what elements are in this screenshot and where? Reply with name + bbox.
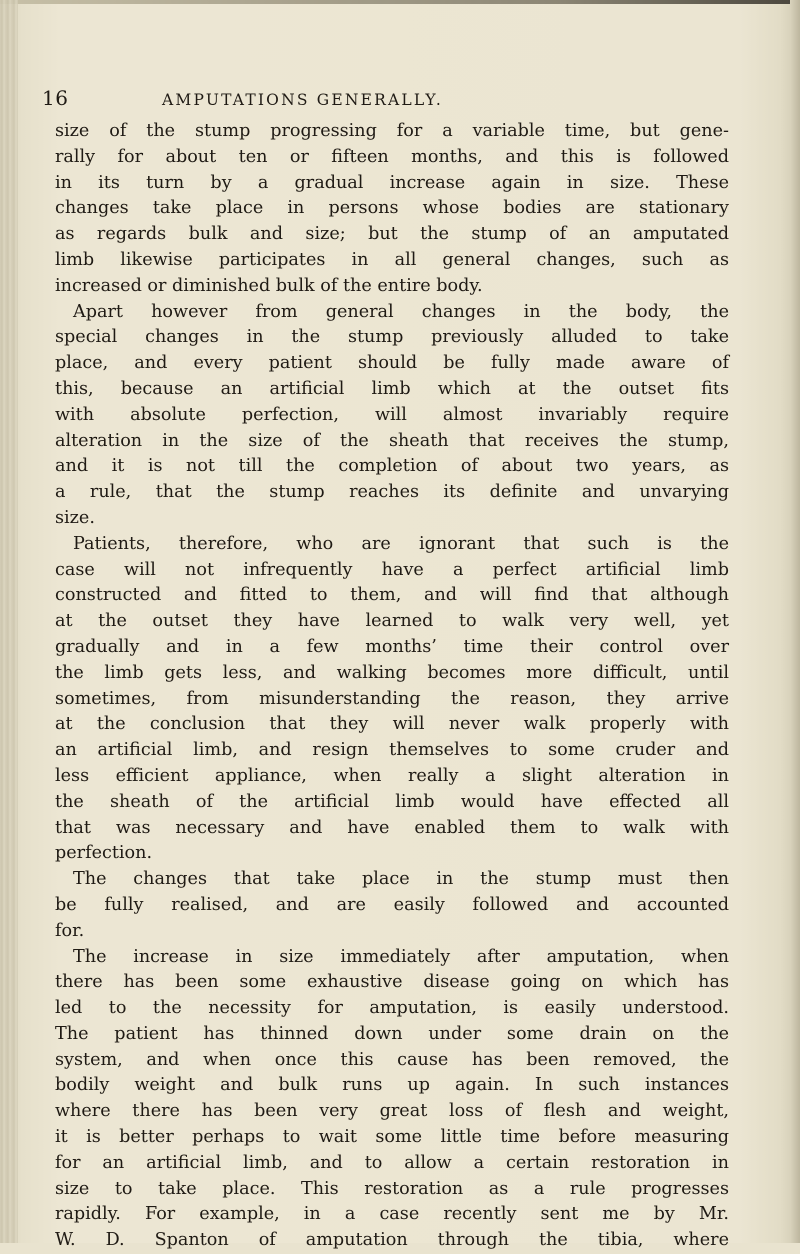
text-line: it is better perhaps to wait some little time before measuring — [55, 1127, 729, 1148]
text-line: Patients, therefore, who are ignorant that such is the — [73, 533, 729, 554]
text-line: this, because an artificial limb which at the outset fits — [55, 378, 729, 399]
text-line: that was necessary and have enabled them to walk with — [55, 817, 729, 838]
text-line: case will not infrequently have a perfect artificial limb — [55, 559, 729, 580]
text-line: The patient has thinned down under some drain on the — [55, 1023, 729, 1044]
text-line: alteration in the size of the sheath that receives the stump, — [55, 430, 729, 451]
text-line: size. — [55, 507, 95, 528]
text-line: in its turn by a gradual increase again in size. These — [55, 172, 729, 193]
text-line: bodily weight and bulk runs up again. In such instances — [55, 1075, 729, 1096]
text-line: be fully realised, and are easily followed and accounted — [55, 894, 729, 915]
running-head: AMPUTATIONS GENERALLY. — [162, 91, 443, 109]
text-line: less efficient appliance, when really a slight alteration in — [55, 765, 729, 786]
text-line: with absolute perfection, will almost invariably require — [55, 404, 729, 425]
page-number: 16 — [42, 86, 69, 110]
text-line: system, and when once this cause has been removed, the — [55, 1049, 729, 1070]
text-line: and it is not till the completion of about two years, as — [55, 456, 729, 477]
text-line: place, and every patient should be fully made aware of — [55, 353, 729, 374]
text-line: where there has been very great loss of flesh and weight, — [55, 1101, 729, 1122]
text-line: rally for about ten or fifteen months, and this is followed — [55, 146, 729, 167]
text-line: an artificial limb, and resign themselves to some cruder and — [55, 740, 729, 761]
text-line: special changes in the stump previously alluded to take — [55, 327, 729, 348]
text-line: a rule, that the stump reaches its definite and unvarying — [55, 482, 729, 503]
text-line: changes take place in persons whose bodies are stationary — [55, 198, 729, 219]
text-line: W. D. Spanton of amputation through the tibia, where — [55, 1230, 729, 1251]
text-line: for. — [55, 920, 85, 941]
text-line: the sheath of the artificial limb would have effected all — [55, 791, 729, 812]
text-line: perfection. — [55, 843, 153, 864]
text-line: The changes that take place in the stump must then — [73, 869, 729, 890]
text-line: The increase in size immediately after amputation, when — [73, 946, 729, 967]
text-line: as regards bulk and size; but the stump of an amputated — [55, 224, 729, 245]
binding-edge — [0, 0, 18, 1243]
text-line: there has been some exhaustive disease going on which has — [55, 972, 729, 993]
text-line: led to the necessity for amputation, is easily understood. — [55, 998, 729, 1019]
body-text — [55, 119, 729, 1254]
text-line: Apart however from general changes in the body, the — [73, 301, 729, 322]
text-line: sometimes, from misunderstanding the reason, they arrive — [55, 688, 729, 709]
text-line: the limb gets less, and walking becomes more difficult, until — [55, 662, 729, 683]
text-line: at the outset they have learned to walk very well, yet — [55, 611, 729, 632]
right-page-edge — [790, 0, 800, 1243]
text-line: at the conclusion that they will never walk properly with — [55, 714, 729, 735]
top-edge-shadow — [0, 0, 800, 4]
text-line: size of the stump progressing for a variable time, but gene- — [55, 121, 729, 141]
text-line: gradually and in a few months’ time their control over — [55, 636, 729, 657]
text-line: rapidly. For example, in a case recently sent me by Mr. — [55, 1204, 729, 1225]
text-line: size to take place. This restoration as a rule progresses — [55, 1178, 729, 1199]
text-line: limb likewise participates in all general changes, such as — [55, 249, 729, 270]
text-line: constructed and fitted to them, and will find that although — [55, 585, 729, 606]
text-line: increased or diminished bulk of the entire body. — [55, 275, 483, 296]
text-line: for an artificial limb, and to allow a certain restoration in — [55, 1152, 729, 1173]
